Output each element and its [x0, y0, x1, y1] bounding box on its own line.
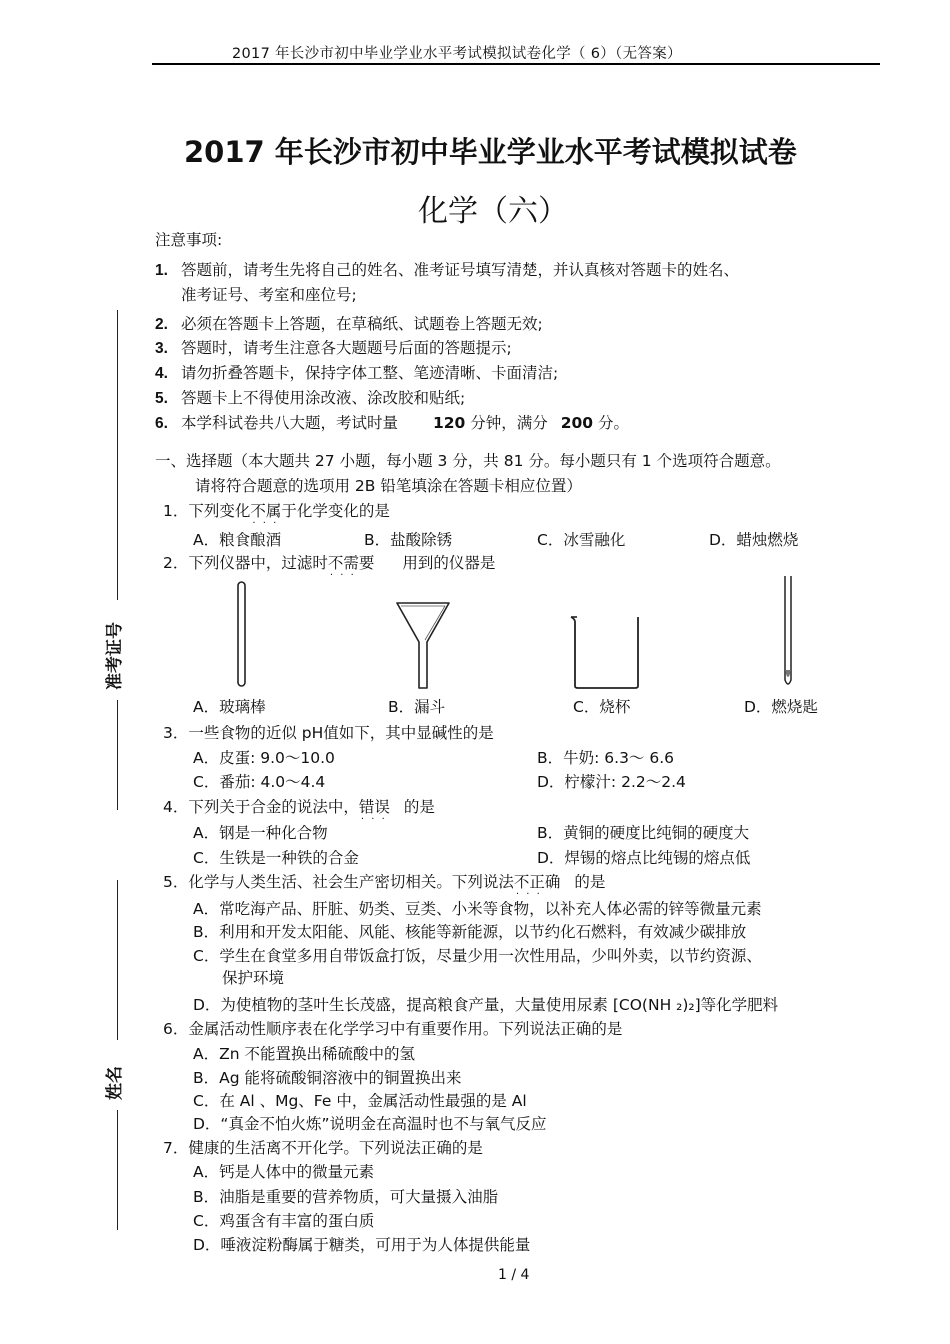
exam-title: 2017 年长沙市初中毕业学业水平考试模拟试卷: [184, 135, 797, 169]
option: D．焊锡的熔点比纯锡的熔点低: [537, 849, 751, 867]
question-text: 用到的仪器是: [402, 554, 496, 572]
note-item: [155, 312, 543, 334]
note-number: 6.: [155, 415, 168, 432]
note-number: 4.: [155, 365, 168, 382]
question-text: 下列仪器中，过滤时: [188, 554, 328, 572]
header-rule: [152, 63, 880, 65]
option: B．牛奶: 6.3～ 6.6: [537, 749, 675, 767]
note-text: 答题卡上不得使用涂改液、涂改胶和贴纸;: [181, 389, 466, 407]
option: C．在 Al 、Mg、Fe 中，金属活动性最强的是 Al: [193, 1092, 527, 1110]
note-text: 分。: [598, 414, 630, 432]
emphasis-text: 不需要 · · ·: [328, 554, 375, 572]
question-3: [163, 721, 494, 743]
question-number: 3．: [163, 724, 189, 742]
emphasis-text: 错误 · · ·: [359, 798, 390, 816]
question-text: 健康的生活离不开化学。下列说法正确的是: [188, 1139, 483, 1157]
notes-heading: 注意事项:: [155, 231, 223, 249]
option: D．为使植物的茎叶生长茂盛，提高粮食产量，大量使用尿素 [CO(NH ₂)₂]等化学肥料: [193, 996, 779, 1014]
option: C．生铁是一种铁的合金: [193, 849, 359, 867]
question-text: 的是: [574, 873, 606, 891]
option: D．蜡烛燃烧: [709, 531, 799, 549]
side-divider-mid: [117, 700, 118, 810]
question-number: 5．: [163, 873, 189, 891]
question-number: 6．: [163, 1020, 189, 1038]
option: A．钢是一种化合物: [193, 824, 328, 842]
option: B．盐酸除锈: [364, 531, 453, 549]
name-label: 姓名: [105, 1066, 125, 1100]
option: B．油脂是重要的营养物质，可大量摄入油脂: [193, 1188, 499, 1206]
note-item: [155, 361, 558, 383]
question-4: [163, 795, 435, 817]
note-score: 200: [560, 414, 594, 432]
note-number: 3.: [155, 340, 168, 357]
option: C．冰雪融化: [537, 531, 626, 549]
side-divider-lower: [117, 880, 118, 1040]
note-text-continued: 准考证号、考室和座位号;: [181, 286, 357, 304]
question-2: [163, 551, 495, 573]
question-text: 化学变化的是: [296, 502, 390, 520]
question-number: 4．: [163, 798, 189, 816]
option: A．Zn 不能置换出稀硫酸中的氢: [193, 1045, 415, 1063]
admission-number-label: 准考证号: [105, 622, 125, 690]
emphasis-text: 不正确 · · ·: [514, 873, 561, 891]
question-text: 下列关于合金的说法中，: [188, 798, 359, 816]
option: B．漏斗: [388, 698, 446, 716]
option: D．燃烧匙: [744, 698, 818, 716]
question-number: 1．: [163, 502, 189, 520]
question-7: [163, 1136, 483, 1158]
note-item: [155, 386, 465, 408]
note-text: 本学科试卷共八大题，考试时量: [181, 414, 399, 432]
note-item: [155, 258, 739, 280]
running-header: 2017 年长沙市初中毕业学业水平考试模拟试卷化学（ 6）（无答案）: [232, 46, 682, 62]
question-number: 7．: [163, 1139, 189, 1157]
note-number: 5.: [155, 390, 168, 407]
note-text: 分钟，满分: [470, 414, 548, 432]
page-number: 1 / 4: [498, 1267, 530, 1283]
note-text: 答题时，请考生注意各大题题号后面的答题提示;: [181, 339, 512, 357]
funnel-icon: [393, 598, 453, 690]
option: D．柠檬汁: 2.2～2.4: [537, 773, 686, 791]
option: C．番茄: 4.0～4.4: [193, 773, 326, 791]
question-text: 一些食物的近似 pH值如下，其中显碱性的是: [188, 724, 494, 742]
note-text: 答题前，请考生先将自己的姓名、准考证号填写清楚，并认真核对答题卡的姓名、: [181, 261, 740, 279]
option: D．“真金不怕火炼”说明金在高温时也不与氧气反应: [193, 1115, 547, 1133]
note-text: 请勿折叠答题卡，保持字体工整、笔迹清晰、卡面清洁;: [181, 364, 559, 382]
section-heading: 一、选择题（本大题共 27 小题，每小题 3 分，共 81 分。每小题只有 1 个选项符合题意。: [155, 452, 781, 470]
beaker-icon: [567, 612, 643, 692]
emphasis-text: 不属于 · · ·: [250, 502, 297, 520]
option: A．钙是人体中的微量元素: [193, 1163, 375, 1181]
question-6: [163, 1017, 622, 1039]
note-item: [155, 411, 629, 433]
option: A．常吃海产品、肝脏、奶类、豆类、小米等食物，以补充人体必需的锌等微量元素: [193, 900, 762, 918]
question-1: [163, 499, 390, 521]
note-number: 1.: [155, 262, 168, 279]
side-divider-bottom: [117, 1110, 118, 1230]
exam-subject: 化学（六）: [418, 194, 568, 229]
section-heading-continued: 请将符合题意的选项用 2B 铅笔填涂在答题卡相应位置）: [195, 477, 582, 495]
option: B．利用和开发太阳能、风能、核能等新能源，以节约化石燃料，有效减少碳排放: [193, 923, 747, 941]
combustion-spoon-icon: [778, 574, 798, 690]
option: D．唾液淀粉酶属于糖类，可用于为人体提供能量: [193, 1236, 531, 1254]
note-number: 2.: [155, 316, 168, 333]
option: A．皮蛋: 9.0～10.0: [193, 749, 335, 767]
option: C．鸡蛋含有丰富的蛋白质: [193, 1212, 375, 1230]
option-continued: 保护环境: [222, 969, 285, 987]
glass-rod-icon: [232, 580, 252, 690]
option: B．Ag 能将硫酸铜溶液中的铜置换出来: [193, 1069, 462, 1087]
question-text: 金属活动性顺序表在化学学习中有重要作用。下列说法正确的是: [188, 1020, 623, 1038]
option: A．玻璃棒: [193, 698, 266, 716]
question-text: 下列变化: [188, 502, 251, 520]
question-text: 的是: [403, 798, 435, 816]
note-text: 必须在答题卡上答题，在草稿纸、试题卷上答题无效;: [181, 315, 543, 333]
question-5: [163, 870, 605, 892]
question-number: 2．: [163, 554, 189, 572]
option: C．烧杯: [573, 698, 631, 716]
option: A．粮食酿酒: [193, 531, 282, 549]
side-divider-top: [117, 310, 118, 600]
option: C．学生在食堂多用自带饭盒打饭，尽量少用一次性用品，少叫外卖，以节约资源、: [193, 947, 762, 965]
option: B．黄铜的硬度比纯铜的硬度大: [537, 824, 750, 842]
note-item: [155, 336, 512, 358]
question-text: 化学与人类生活、社会生产密切相关。下列说法: [188, 873, 514, 891]
note-duration: 120: [432, 414, 466, 432]
